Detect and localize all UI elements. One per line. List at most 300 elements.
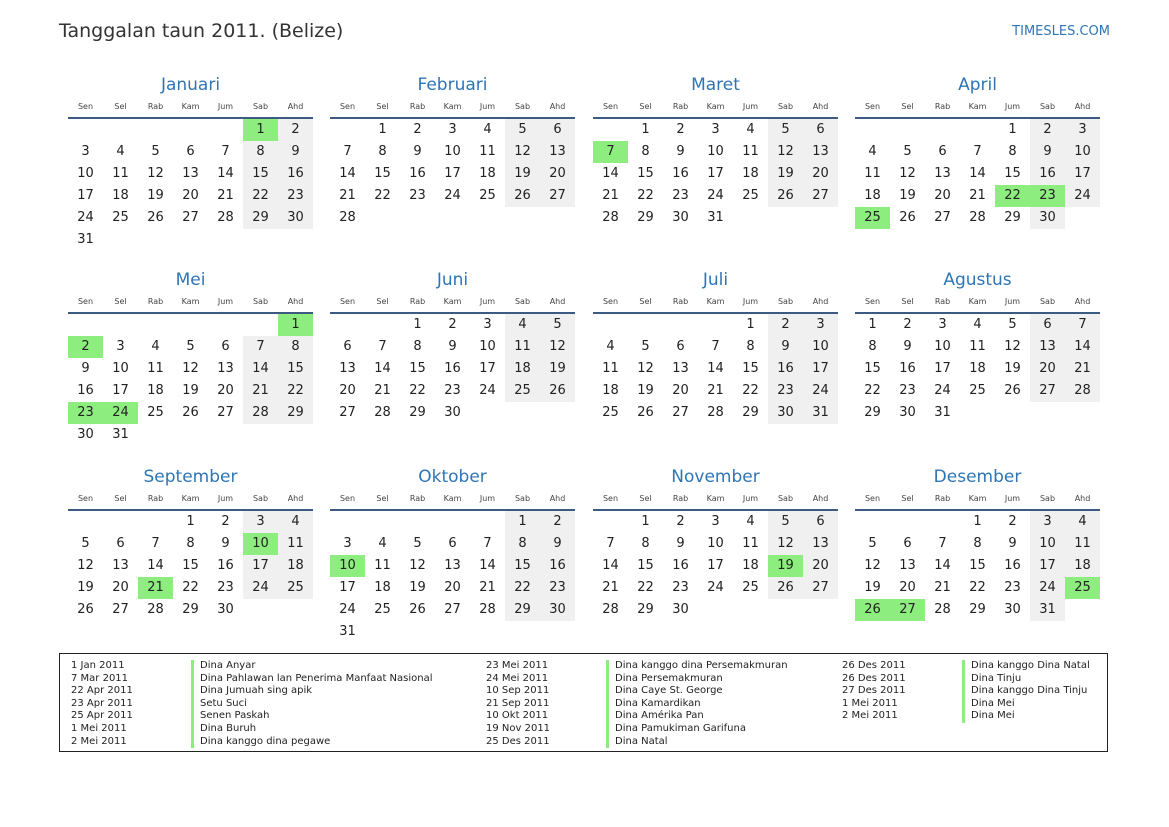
day-cell: 10 xyxy=(707,144,724,159)
day-cell: 7 xyxy=(151,536,160,551)
day-cell: 19 xyxy=(768,163,803,185)
day-cell: 6 xyxy=(803,511,838,533)
weekday-header xyxy=(593,100,838,119)
day-cell: 26 xyxy=(147,210,164,225)
day-cell: 26 xyxy=(77,602,94,617)
day-cell: 31 xyxy=(707,210,724,225)
month-name: Desember xyxy=(933,467,1022,487)
holiday-row xyxy=(486,660,788,673)
day-cell: 10 xyxy=(112,361,129,376)
day-cell: 11 xyxy=(374,558,391,573)
day-cell: 25 xyxy=(1065,577,1100,599)
day-cell: 18 xyxy=(278,555,313,577)
weekday-label: Jum xyxy=(1004,494,1021,503)
day-cell: 12 xyxy=(182,361,199,376)
day-cell: 25 xyxy=(278,577,313,599)
day-cell: 30 xyxy=(77,427,94,442)
day-cell: 18 xyxy=(374,580,391,595)
empty-cell xyxy=(103,314,138,336)
day-cell: 20 xyxy=(899,580,916,595)
empty-cell xyxy=(400,511,435,533)
month-name: April xyxy=(958,75,997,95)
weekday-label: Rab xyxy=(147,297,164,306)
day-cell: 1 xyxy=(378,122,387,137)
day-cell: 7 xyxy=(711,339,720,354)
day-cell: 23 xyxy=(768,380,803,402)
holiday-row xyxy=(486,698,788,711)
day-cell: 13 xyxy=(672,361,689,376)
day-cell: 3 xyxy=(938,317,947,332)
weekday-label: Rab xyxy=(147,102,164,111)
day-cell: 3 xyxy=(243,511,278,533)
holiday-row xyxy=(842,685,1090,698)
day-cell: 4 xyxy=(116,144,125,159)
weekday-label: Kam xyxy=(181,494,200,503)
day-cell: 28 xyxy=(707,405,724,420)
day-cell: 17 xyxy=(243,555,278,577)
day-cell: 1 xyxy=(641,122,650,137)
day-cell: 16 xyxy=(217,558,234,573)
day-cell: 17 xyxy=(934,361,951,376)
day-cell: 13 xyxy=(899,558,916,573)
day-cell: 8 xyxy=(186,536,195,551)
holiday-name: Dina Persemakmuran xyxy=(606,673,723,686)
day-cell: 14 xyxy=(707,361,724,376)
day-cell: 23 xyxy=(68,402,103,424)
empty-cell xyxy=(68,119,103,141)
day-cell: 9 xyxy=(903,339,912,354)
day-cell: 12 xyxy=(409,558,426,573)
holiday-row xyxy=(842,660,1090,673)
month-oktober xyxy=(330,466,575,643)
day-cell: 13 xyxy=(112,558,129,573)
day-cell: 4 xyxy=(505,314,540,336)
day-cell: 27 xyxy=(444,602,461,617)
empty-cell xyxy=(435,511,470,533)
day-cell: 25 xyxy=(479,188,496,203)
month-name: Agustus xyxy=(943,270,1012,290)
day-cell: 14 xyxy=(374,361,391,376)
weekday-label: Rab xyxy=(672,102,689,111)
weekday-label: Sen xyxy=(77,494,94,503)
day-cell: 19 xyxy=(147,188,164,203)
day-cell: 30 xyxy=(899,405,916,420)
day-cell: 24 xyxy=(707,188,724,203)
day-cell: 22 xyxy=(243,185,278,207)
day-cell: 26 xyxy=(855,599,890,621)
day-cell: 7 xyxy=(221,144,230,159)
day-cell: 4 xyxy=(746,122,755,137)
day-cell: 3 xyxy=(81,144,90,159)
day-cell: 16 xyxy=(768,358,803,380)
day-cell: 6 xyxy=(540,119,575,141)
day-cell: 13 xyxy=(540,141,575,163)
day-cell: 31 xyxy=(1030,599,1065,621)
day-cell: 16 xyxy=(1030,163,1065,185)
day-cell: 21 xyxy=(374,383,391,398)
holiday-name: Dina Pamukiman Garifuna xyxy=(606,723,746,736)
day-cell: 27 xyxy=(803,577,838,599)
holiday-row xyxy=(71,723,433,736)
day-cell: 2 xyxy=(676,514,685,529)
day-cell: 9 xyxy=(81,361,90,376)
weekday-label: Sen xyxy=(864,494,881,503)
month-februari xyxy=(330,74,575,229)
day-cell: 22 xyxy=(969,580,986,595)
empty-cell xyxy=(330,314,365,336)
empty-cell xyxy=(698,314,733,336)
weekday-label: Ahd xyxy=(287,297,304,306)
day-cell: 7 xyxy=(483,536,492,551)
holiday-column xyxy=(486,660,788,748)
day-cell: 11 xyxy=(602,361,619,376)
month-november xyxy=(593,466,838,621)
day-cell: 24 xyxy=(1065,185,1100,207)
day-cell: 26 xyxy=(768,185,803,207)
holiday-row xyxy=(486,673,788,686)
empty-cell xyxy=(330,119,365,141)
day-cell: 25 xyxy=(742,580,759,595)
holiday-row xyxy=(842,673,1090,686)
day-cell: 6 xyxy=(116,536,125,551)
day-cell: 15 xyxy=(969,558,986,573)
day-cell: 8 xyxy=(1008,144,1017,159)
holiday-date: 21 Sep 2011 xyxy=(486,697,550,709)
weekday-label: Sel xyxy=(639,102,652,111)
day-cell: 27 xyxy=(672,405,689,420)
day-cell: 23 xyxy=(409,188,426,203)
day-cell: 10 xyxy=(1065,141,1100,163)
day-cell: 16 xyxy=(672,166,689,181)
day-cell: 12 xyxy=(899,166,916,181)
weekday-label: Rab xyxy=(409,297,426,306)
day-cell: 5 xyxy=(540,314,575,336)
holiday-date: 26 Des 2011 xyxy=(842,672,906,684)
day-cell: 3 xyxy=(483,317,492,332)
day-cell: 28 xyxy=(969,210,986,225)
day-cell: 27 xyxy=(182,210,199,225)
day-cell: 6 xyxy=(448,536,457,551)
day-cell: 6 xyxy=(186,144,195,159)
day-cell: 3 xyxy=(116,339,125,354)
weekday-label: Kam xyxy=(706,494,725,503)
holiday-name: Dina kanggo dina Persemakmuran xyxy=(606,660,788,673)
weekday-label: Ahd xyxy=(812,297,829,306)
weekday-label: Kam xyxy=(443,297,462,306)
day-cell: 15 xyxy=(1004,166,1021,181)
holiday-name: Dina kanggo dina pegawe xyxy=(191,736,330,749)
holiday-date: 25 Apr 2011 xyxy=(71,710,133,722)
weekday-label: Rab xyxy=(934,297,951,306)
day-cell: 18 xyxy=(742,558,759,573)
month-name: Mei xyxy=(175,270,206,290)
day-cell: 3 xyxy=(1030,511,1065,533)
day-cell: 20 xyxy=(182,188,199,203)
day-cell: 14 xyxy=(217,166,234,181)
holiday-name: Dina kanggo Dina Natal xyxy=(962,660,1090,673)
day-cell: 25 xyxy=(602,405,619,420)
day-cell: 19 xyxy=(637,383,654,398)
day-cell: 11 xyxy=(742,144,759,159)
weekday-label: Sel xyxy=(114,494,127,503)
day-cell: 30 xyxy=(444,405,461,420)
holiday-name: Senen Paskah xyxy=(191,710,270,723)
day-cell: 28 xyxy=(217,210,234,225)
weekday-header xyxy=(68,100,313,119)
weekday-label: Ahd xyxy=(549,494,566,503)
day-cell: 29 xyxy=(182,602,199,617)
day-cell: 21 xyxy=(707,383,724,398)
weekday-label: Sab xyxy=(252,102,269,111)
weekday-label: Sel xyxy=(901,297,914,306)
day-cell: 9 xyxy=(413,144,422,159)
weekday-label: Sen xyxy=(339,494,356,503)
day-cell: 24 xyxy=(707,580,724,595)
day-cell: 8 xyxy=(868,339,877,354)
weekday-label: Jum xyxy=(479,297,496,306)
day-cell: 16 xyxy=(672,558,689,573)
day-cell: 16 xyxy=(278,163,313,185)
day-cell: 27 xyxy=(112,602,129,617)
holiday-name: Dina Mei xyxy=(962,710,1015,723)
day-cell: 7 xyxy=(343,144,352,159)
day-cell: 22 xyxy=(505,577,540,599)
holiday-name: Dina Caye St. George xyxy=(606,685,723,698)
day-cell: 26 xyxy=(540,380,575,402)
empty-cell xyxy=(330,511,365,533)
weekday-label: Kam xyxy=(181,297,200,306)
day-cell: 31 xyxy=(112,427,129,442)
weekday-label: Sen xyxy=(602,102,619,111)
day-cell: 7 xyxy=(243,336,278,358)
day-cell: 1 xyxy=(413,317,422,332)
day-cell: 10 xyxy=(707,536,724,551)
day-cell: 29 xyxy=(278,402,313,424)
day-cell: 7 xyxy=(593,141,628,163)
day-cell: 8 xyxy=(973,536,982,551)
weekday-label: Sab xyxy=(514,102,531,111)
day-cell: 7 xyxy=(606,536,615,551)
day-cell: 20 xyxy=(934,188,951,203)
day-cell: 25 xyxy=(969,383,986,398)
weekday-label: Ahd xyxy=(1074,102,1091,111)
day-cell: 2 xyxy=(903,317,912,332)
day-cell: 19 xyxy=(409,580,426,595)
day-cell: 3 xyxy=(803,314,838,336)
day-cell: 12 xyxy=(768,533,803,555)
weekday-label: Kam xyxy=(443,102,462,111)
weekday-label: Jum xyxy=(217,494,234,503)
weekday-label: Jum xyxy=(1004,102,1021,111)
day-cell: 17 xyxy=(707,166,724,181)
holiday-name: Dina Natal xyxy=(606,736,668,749)
day-cell: 27 xyxy=(890,599,925,621)
weekday-label: Rab xyxy=(934,494,951,503)
empty-cell xyxy=(663,314,698,336)
day-cell: 24 xyxy=(77,210,94,225)
day-cell: 5 xyxy=(505,119,540,141)
day-cell: 20 xyxy=(1030,358,1065,380)
weekday-label: Sen xyxy=(602,297,619,306)
weekday-label: Sab xyxy=(777,494,794,503)
day-cell: 24 xyxy=(1030,577,1065,599)
weekday-header xyxy=(855,492,1100,511)
day-cell: 6 xyxy=(221,339,230,354)
empty-cell xyxy=(68,314,103,336)
weekday-label: Sab xyxy=(777,297,794,306)
day-cell: 28 xyxy=(602,602,619,617)
day-cell: 15 xyxy=(409,361,426,376)
month-name: Oktober xyxy=(418,467,487,487)
empty-cell xyxy=(470,511,505,533)
day-cell: 15 xyxy=(182,558,199,573)
empty-cell xyxy=(208,314,243,336)
weekday-label: Sel xyxy=(639,297,652,306)
day-cell: 19 xyxy=(768,555,803,577)
day-cell: 10 xyxy=(444,144,461,159)
day-cell: 8 xyxy=(278,336,313,358)
weekday-label: Kam xyxy=(968,494,987,503)
day-cell: 11 xyxy=(1065,533,1100,555)
day-cell: 16 xyxy=(409,166,426,181)
day-cell: 5 xyxy=(81,536,90,551)
day-cell: 21 xyxy=(243,380,278,402)
holiday-name: Dina kanggo Dina Tinju xyxy=(962,685,1087,698)
weekday-label: Ahd xyxy=(287,494,304,503)
empty-cell xyxy=(593,119,628,141)
day-cell: 28 xyxy=(339,210,356,225)
site-link[interactable]: TIMESLES.COM xyxy=(1012,24,1110,39)
month-name: Juni xyxy=(436,270,469,290)
day-cell: 18 xyxy=(147,383,164,398)
holiday-list xyxy=(59,653,1108,752)
day-cell: 10 xyxy=(479,339,496,354)
weekday-label: Sab xyxy=(514,494,531,503)
day-cell: 23 xyxy=(672,580,689,595)
empty-cell xyxy=(103,119,138,141)
day-cell: 2 xyxy=(68,336,103,358)
day-cell: 18 xyxy=(505,358,540,380)
day-cell: 9 xyxy=(768,336,803,358)
day-cell: 19 xyxy=(864,580,881,595)
day-cell: 14 xyxy=(243,358,278,380)
holiday-date: 26 Des 2011 xyxy=(842,660,906,671)
weekday-label: Sab xyxy=(514,297,531,306)
day-cell: 10 xyxy=(77,166,94,181)
holiday-row xyxy=(486,710,788,723)
day-cell: 1 xyxy=(746,317,755,332)
day-cell: 19 xyxy=(182,383,199,398)
day-cell: 13 xyxy=(803,141,838,163)
day-cell: 17 xyxy=(444,166,461,181)
day-cell: 3 xyxy=(711,514,720,529)
day-cell: 18 xyxy=(742,166,759,181)
empty-cell xyxy=(138,119,173,141)
weekday-label: Ahd xyxy=(1074,297,1091,306)
day-cell: 5 xyxy=(868,536,877,551)
day-cell: 8 xyxy=(746,339,755,354)
weekday-header xyxy=(330,100,575,119)
day-cell: 4 xyxy=(606,339,615,354)
day-cell: 6 xyxy=(803,119,838,141)
day-cell: 30 xyxy=(672,210,689,225)
day-cell: 23 xyxy=(899,383,916,398)
empty-cell xyxy=(960,119,995,141)
weekday-label: Sen xyxy=(864,102,881,111)
month-juni xyxy=(330,269,575,424)
day-cell: 4 xyxy=(973,317,982,332)
weekday-label: Sen xyxy=(339,297,356,306)
holiday-date: 2 Mei 2011 xyxy=(842,710,898,722)
day-cell: 26 xyxy=(505,185,540,207)
empty-cell xyxy=(243,314,278,336)
weekday-label: Ahd xyxy=(1074,494,1091,503)
day-cell: 29 xyxy=(1004,210,1021,225)
day-cell: 9 xyxy=(448,339,457,354)
month-name: Januari xyxy=(160,75,221,95)
holiday-column xyxy=(842,660,1090,723)
holiday-row xyxy=(842,698,1090,711)
day-cell: 30 xyxy=(217,602,234,617)
day-cell: 24 xyxy=(803,380,838,402)
day-cell: 25 xyxy=(374,602,391,617)
day-cell: 17 xyxy=(1065,163,1100,185)
day-cell: 11 xyxy=(505,336,540,358)
day-cell: 9 xyxy=(540,533,575,555)
holiday-row xyxy=(71,685,433,698)
month-mei xyxy=(68,269,313,446)
day-cell: 27 xyxy=(934,210,951,225)
day-cell: 28 xyxy=(243,402,278,424)
day-cell: 27 xyxy=(339,405,356,420)
holiday-name: Dina Jumuah sing apik xyxy=(191,685,312,698)
day-cell: 6 xyxy=(903,536,912,551)
day-cell: 19 xyxy=(1004,361,1021,376)
month-maret xyxy=(593,74,838,229)
weekday-header xyxy=(330,295,575,314)
day-cell: 12 xyxy=(147,166,164,181)
weekday-header xyxy=(593,295,838,314)
weekday-label: Kam xyxy=(443,494,462,503)
day-cell: 25 xyxy=(855,207,890,229)
day-cell: 10 xyxy=(243,533,278,555)
holiday-date: 2 Mei 2011 xyxy=(71,735,127,747)
day-cell: 24 xyxy=(103,402,138,424)
day-cell: 7 xyxy=(378,339,387,354)
day-cell: 9 xyxy=(221,536,230,551)
day-cell: 23 xyxy=(540,577,575,599)
day-cell: 11 xyxy=(112,166,129,181)
day-cell: 25 xyxy=(112,210,129,225)
weekday-header xyxy=(593,492,838,511)
weekday-header xyxy=(855,100,1100,119)
day-cell: 22 xyxy=(742,383,759,398)
holiday-date: 23 Apr 2011 xyxy=(71,697,133,709)
day-cell: 23 xyxy=(444,383,461,398)
day-cell: 29 xyxy=(505,599,540,621)
day-cell: 15 xyxy=(637,166,654,181)
day-cell: 6 xyxy=(1030,314,1065,336)
day-cell: 29 xyxy=(637,210,654,225)
holiday-row xyxy=(71,710,433,723)
day-cell: 22 xyxy=(637,580,654,595)
day-cell: 2 xyxy=(1030,119,1065,141)
day-cell: 9 xyxy=(278,141,313,163)
day-cell: 7 xyxy=(1065,314,1100,336)
day-cell: 26 xyxy=(899,210,916,225)
day-cell: 19 xyxy=(77,580,94,595)
day-cell: 12 xyxy=(1004,339,1021,354)
